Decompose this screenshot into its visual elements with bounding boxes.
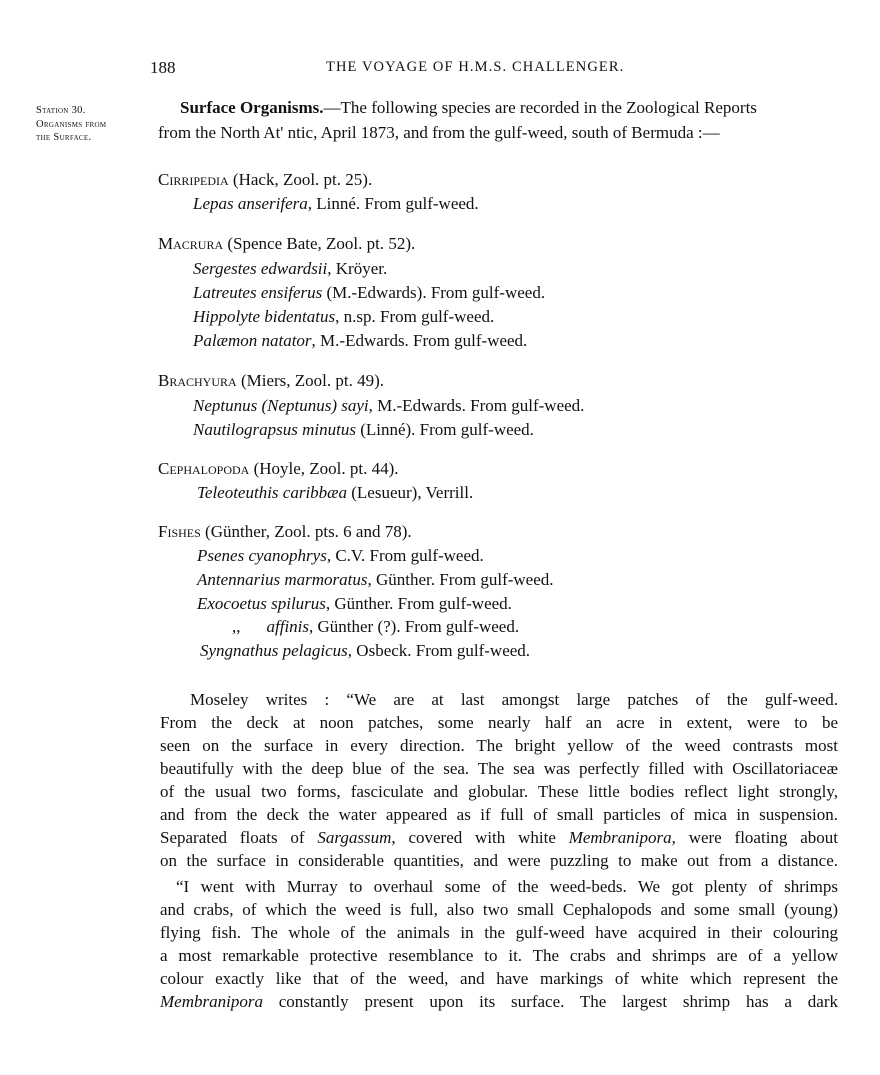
species-name: Syngnathus pelagicus xyxy=(200,641,348,660)
group-source: (Spence Bate, Zool. pt. 52). xyxy=(223,234,416,253)
paragraph-line: seen on the surface in every direction. The bright yellow of the weed contrasts most xyxy=(160,736,838,755)
paragraph-line: and crabs, of which the weed is full, also two small Cephalopods and some small (young) xyxy=(160,900,838,919)
species-name: Hippolyte bidentatus xyxy=(193,307,336,326)
group-source: (Günther, Zool. pts. 6 and 78). xyxy=(200,522,412,541)
paragraph-line xyxy=(160,991,838,1013)
species-entry xyxy=(193,258,387,280)
intro-text: —The following species are recorded in the Zoological Reports xyxy=(323,98,757,117)
paragraph-line: on the surface in considerable quantities, and were puzzling to make out from a distance. xyxy=(160,851,838,870)
ditto-mark: ,, xyxy=(232,617,241,636)
page-number: 188 xyxy=(150,58,176,77)
species-name: affinis xyxy=(266,617,310,636)
species-entry xyxy=(193,330,527,352)
margin-note-line: Organisms from xyxy=(36,118,107,130)
species-entry xyxy=(197,482,473,504)
species-name: Neptunus (Neptunus) sayi xyxy=(193,396,369,415)
group-name: Macrura xyxy=(158,234,224,253)
text-run: constantly present upon its surface. The largest shrimp has a dark xyxy=(262,992,838,1011)
species-name: Antennarius marmoratus xyxy=(197,570,368,589)
running-title: THE VOYAGE OF H.M.S. CHALLENGER. xyxy=(326,59,625,75)
species-name: Psenes cyanophrys xyxy=(197,546,327,565)
group-name: Brachyura xyxy=(158,371,237,390)
italic-term: Membranipora xyxy=(568,828,672,847)
text-run: , covered with white xyxy=(391,828,569,847)
species-entry xyxy=(193,193,479,215)
group-name: Cephalopoda xyxy=(158,459,250,478)
group-heading xyxy=(158,370,384,392)
species-entry xyxy=(200,640,530,662)
paragraph-line: From the deck at noon patches, some nearly half an acre in extent, were to be xyxy=(160,713,838,732)
paragraph-line: “I went with Murray to overhaul some of the weed-beds. We got plenty of shrimps xyxy=(176,877,838,896)
paragraph-line: beautifully with the deep blue of the sea. The sea was perfectly filled with Oscillatoriaceæ xyxy=(160,759,838,778)
species-name: Teleoteuthis caribbæa xyxy=(197,483,348,502)
species-name: Lepas anserifera xyxy=(193,194,308,213)
species-note: , n.sp. From gulf-weed. xyxy=(335,307,495,326)
species-note: , Linné. From gulf-weed. xyxy=(307,194,479,213)
margin-note xyxy=(36,104,151,145)
species-note: , C.V. From gulf-weed. xyxy=(326,546,484,565)
species-note: , Günther. From gulf-weed. xyxy=(367,570,554,589)
group-name: Cirripedia xyxy=(158,170,229,189)
species-name: Exocoetus spilurus xyxy=(197,594,326,613)
intro-line-2: from the North At' ntic, April 1873, and from the gulf-weed, south of Bermuda :— xyxy=(158,123,720,142)
species-note: , M.-Edwards. From gulf-weed. xyxy=(311,331,528,350)
paragraph-line: Moseley writes : “We are at last amongst large patches of the gulf-weed. xyxy=(190,690,838,709)
species-entry xyxy=(197,569,554,591)
page-header xyxy=(0,58,880,82)
group-name: Fishes xyxy=(158,522,201,541)
species-entry xyxy=(193,395,584,417)
paragraph-line: colour exactly like that of the weed, and have markings of white which represent the xyxy=(160,969,838,988)
species-note: (Lesueur), Verrill. xyxy=(347,483,474,502)
species-entry xyxy=(193,282,545,304)
paragraph-line: a most remarkable protective resemblance to it. The crabs and shrimps are of a yellow xyxy=(160,946,838,965)
species-note: , Günther (?). From gulf-weed. xyxy=(309,617,520,636)
group-source: (Hoyle, Zool. pt. 44). xyxy=(249,459,399,478)
species-note: , Kröyer. xyxy=(327,259,388,278)
text-run: , were floating about xyxy=(671,828,838,847)
paragraph-line: and from the deck the water appeared as if full of small particles of mica in suspension. xyxy=(160,805,838,824)
species-name: Nautilograpsus minutus xyxy=(193,420,356,439)
intro-line-1 xyxy=(180,97,838,119)
species-entry xyxy=(193,419,534,441)
species-note: (Linné). From gulf-weed. xyxy=(355,420,534,439)
group-source: (Hack, Zool. pt. 25). xyxy=(228,170,373,189)
group-heading xyxy=(158,169,372,191)
species-entry xyxy=(197,545,484,567)
species-note: (M.-Edwards). From gulf-weed. xyxy=(322,283,546,302)
species-name: Latreutes ensiferus xyxy=(193,283,323,302)
group-heading xyxy=(158,521,412,543)
margin-note-line: the Surface. xyxy=(36,132,92,143)
species-name: Palæmon natator xyxy=(193,331,312,350)
margin-note-line: Station 30. xyxy=(36,105,86,116)
section-heading: Surface Organisms. xyxy=(180,98,324,117)
group-source: (Miers, Zool. pt. 49). xyxy=(236,371,385,390)
italic-term: Sargassum xyxy=(317,828,392,847)
species-entry xyxy=(197,593,512,615)
group-heading xyxy=(158,458,399,480)
species-note: , M.-Edwards. From gulf-weed. xyxy=(368,396,585,415)
paragraph-line: flying fish. The whole of the animals in the gulf-weed have acquired in their colouring xyxy=(160,923,838,942)
group-heading xyxy=(158,233,415,255)
text-run: Separated floats of xyxy=(160,828,318,847)
species-entry xyxy=(193,306,494,328)
species-note: , Günther. From gulf-weed. xyxy=(325,594,512,613)
italic-term: Membranipora xyxy=(160,992,263,1011)
species-entry xyxy=(232,616,519,638)
species-note: , Osbeck. From gulf-weed. xyxy=(347,641,531,660)
paragraph-line: of the usual two forms, fasciculate and globular. These little bodies reflect light strongly, xyxy=(160,782,838,801)
species-name: Sergestes edwardsii xyxy=(193,259,328,278)
paragraph-line xyxy=(160,827,838,849)
